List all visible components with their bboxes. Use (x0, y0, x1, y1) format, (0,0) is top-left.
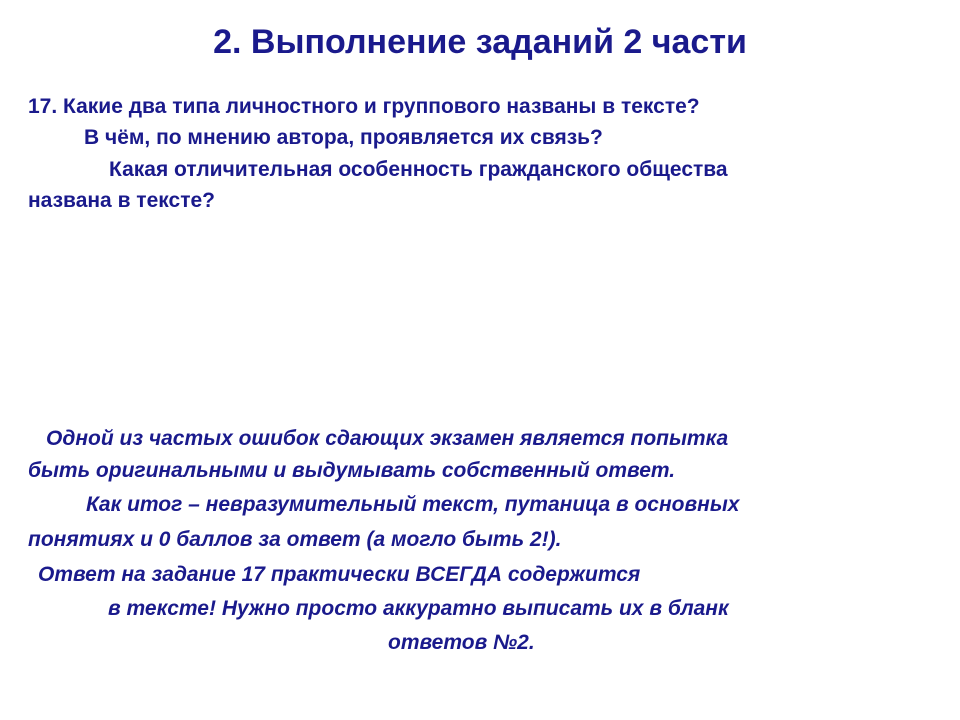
note-line-3: Как итог – невразумительный текст, путаница в основных (86, 493, 740, 516)
note-line-6: в тексте! Нужно просто аккуратно выписать их в бланк (108, 597, 729, 620)
note-line-7: ответов №2. (388, 631, 535, 654)
question-line-3: Какая отличительная особенность гражданского общества (109, 158, 728, 181)
question-line-2: В чём, по мнению автора, проявляется их связь? (84, 126, 603, 149)
question-line-1: 17. Какие два типа личностного и группового названы в тексте? (28, 95, 700, 118)
note-line-4: понятиях и 0 баллов за ответ (а могло быть 2!). (28, 528, 562, 551)
note-line-2: быть оригинальными и выдумывать собственный ответ. (28, 459, 676, 482)
note-line-1: Одной из частых ошибок сдающих экзамен является попытка (46, 427, 729, 450)
slide-title: 2. Выполнение заданий 2 части (213, 23, 747, 61)
question-line-4: названа в тексте? (28, 189, 215, 212)
note-line-5: Ответ на задание 17 практически ВСЕГДА содержится (38, 563, 641, 586)
